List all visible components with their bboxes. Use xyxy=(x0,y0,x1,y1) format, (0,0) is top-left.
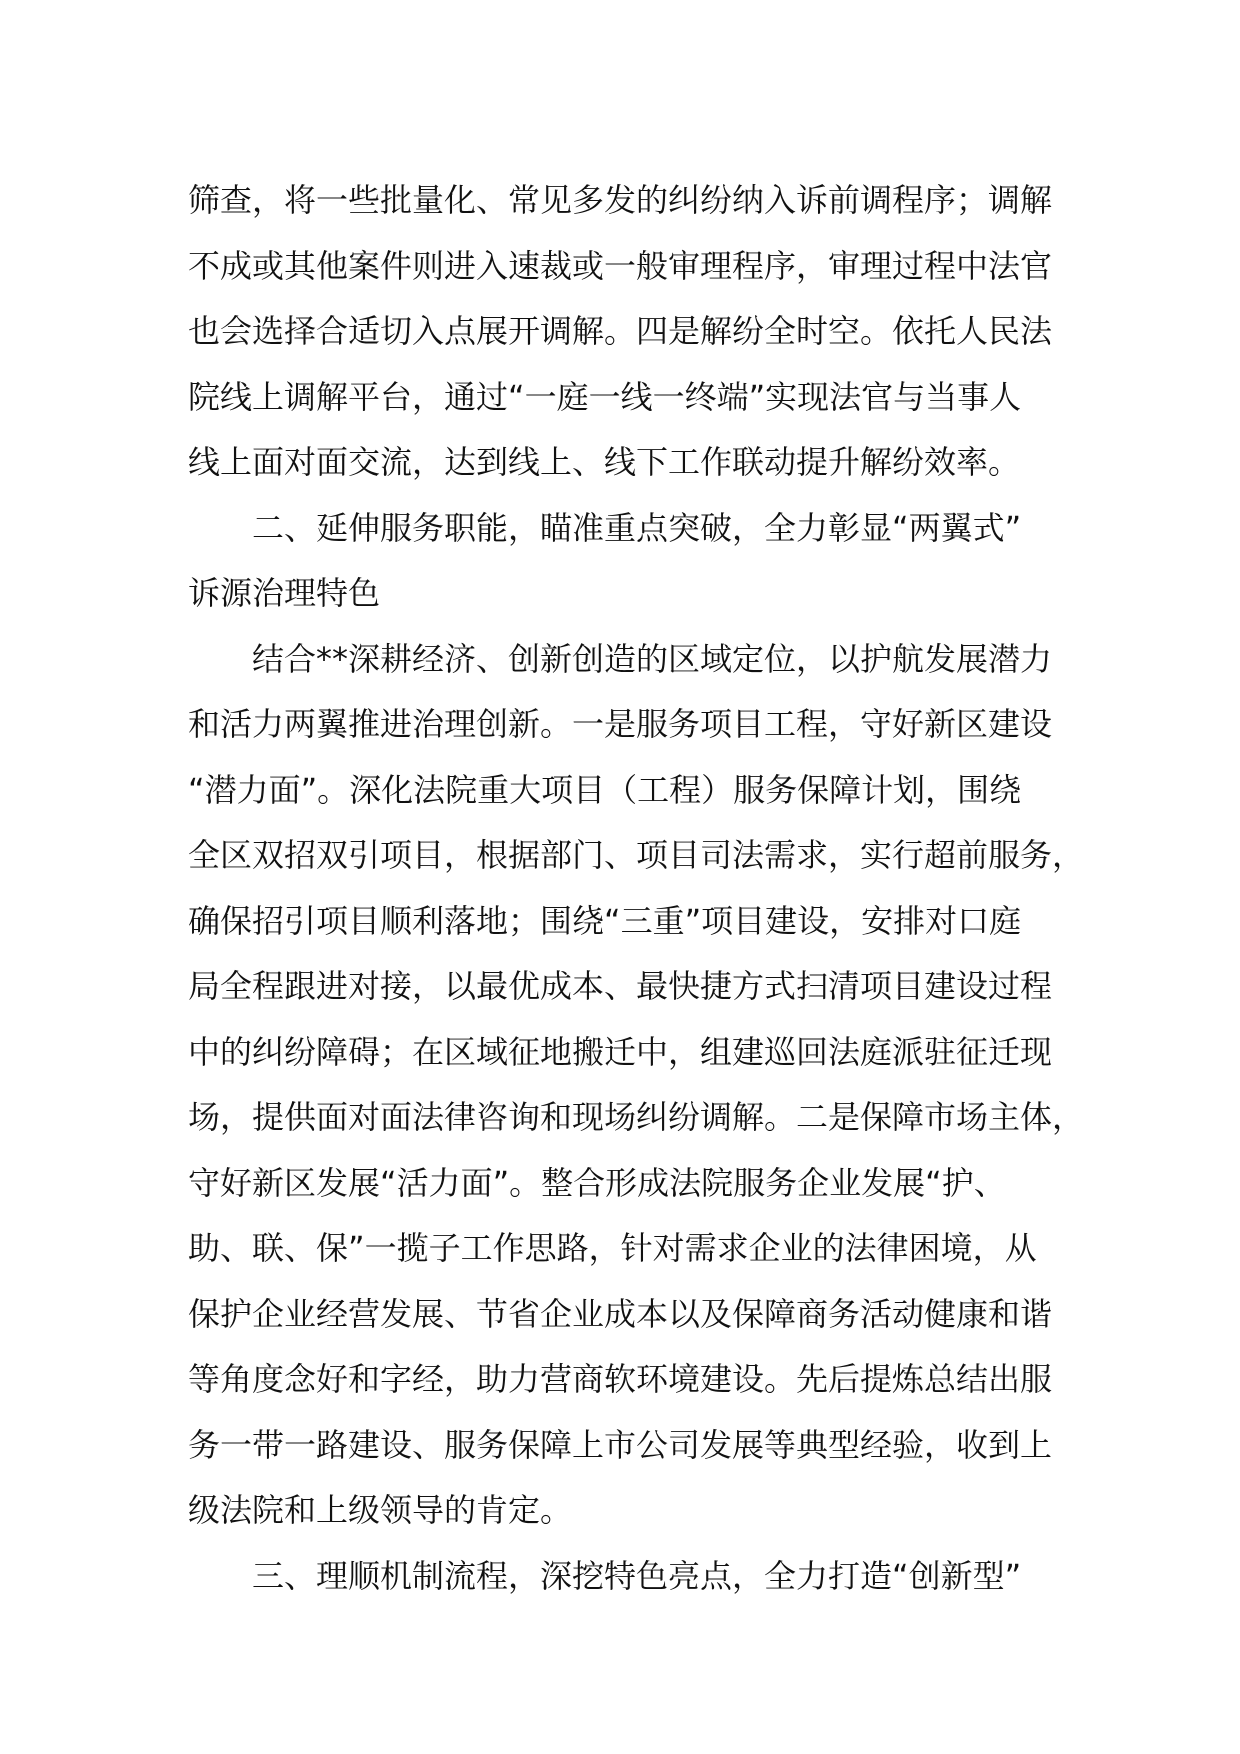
text-line: 等角度念好和字经，助力营商软环境建设。先后提炼总结出服 xyxy=(188,1360,1053,1398)
paragraph-service-functions xyxy=(188,627,1088,1544)
text-line: 确保招引项目顺利落地；围绕“三重”项目建设，安排对口庭 xyxy=(188,901,1022,940)
text-line: 级法院和上级领导的肯定。 xyxy=(188,1491,573,1529)
text-line: 和活力两翼推进治理创新。一是服务项目工程，守好新区建设 xyxy=(188,705,1053,743)
text-line: 也会选择合适切入点展开调解。四是解纷全时空。依托人民法 xyxy=(188,312,1053,350)
text-line: 守好新区发展“活力面”。整合形成法院服务企业发展“护、 xyxy=(188,1163,1006,1202)
document-body xyxy=(188,168,1088,1609)
text-line: 务一带一路建设、服务保障上市公司发展等典型经验，收到上 xyxy=(188,1425,1053,1464)
text-line: “潜力面”。深化法院重大项目（工程）服务保障计划，围绕 xyxy=(188,770,1022,809)
text-line: 保护企业经营发展、节省企业成本以及保障商务活动健康和谐 xyxy=(188,1294,1053,1333)
text-line: 诉源治理特色 xyxy=(188,574,381,612)
text-line: 二、延伸服务职能，瞄准重点突破，全力彰显“两翼式” xyxy=(252,508,1022,547)
text-line: 不成或其他案件则进入速裁或一般审理程序，审理过程中法官 xyxy=(188,246,1053,285)
section-heading-3 xyxy=(188,1544,1088,1610)
text-line: 筛查，将一些批量化、常见多发的纠纷纳入诉前调程序；调解 xyxy=(188,181,1053,219)
text-line: 全区双招双引项目，根据部门、项目司法需求，实行超前服务， xyxy=(188,836,1085,874)
text-line: 场，提供面对面法律咨询和现场纠纷调解。二是保障市场主体， xyxy=(188,1098,1085,1136)
text-line: 院线上调解平台，通过“一庭一线一终端”实现法官与当事人 xyxy=(188,377,1022,416)
text-line: 结合**深耕经济、创新创造的区域定位，以护航发展潜力 xyxy=(252,639,1053,678)
text-line: 三、理顺机制流程，深挖特色亮点，全力打造“创新型” xyxy=(252,1556,1022,1595)
paragraph-dispute-resolution xyxy=(188,168,1088,496)
section-heading-2 xyxy=(188,496,1088,627)
text-line: 局全程跟进对接，以最优成本、最快捷方式扫清项目建设过程 xyxy=(188,967,1053,1005)
text-line: 助、联、保”一揽子工作思路，针对需求企业的法律困境，从 xyxy=(188,1229,1037,1267)
text-line: 线上面对面交流，达到线上、线下工作联动提升解纷效率。 xyxy=(188,443,1021,481)
text-line: 中的纠纷障碍；在区域征地搬迁中，组建巡回法庭派驻征迁现 xyxy=(188,1032,1053,1071)
